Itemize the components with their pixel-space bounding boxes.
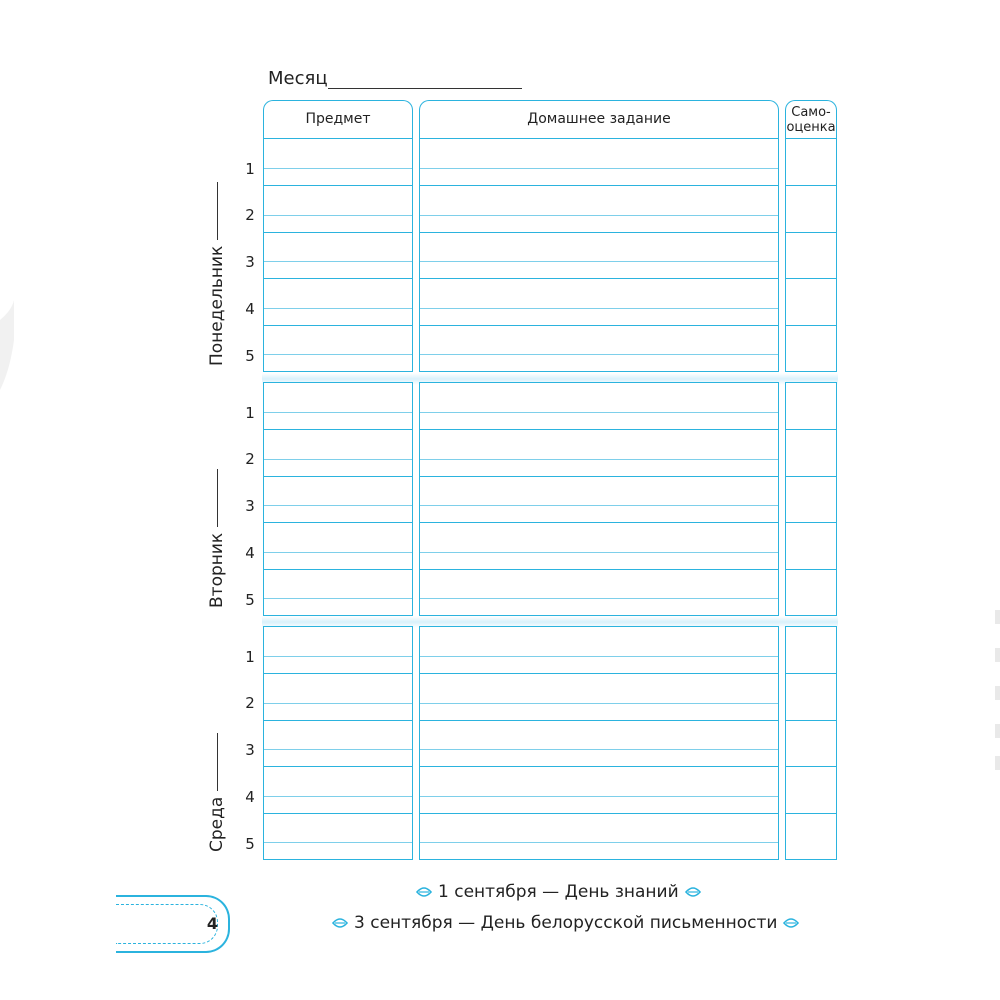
- monday-subject-column[interactable]: [263, 138, 413, 372]
- lesson-number: 3: [245, 497, 255, 515]
- leaf-icon: [783, 917, 799, 929]
- note-text: 3 сентября — День белорусской письменности: [354, 913, 778, 933]
- wednesday-homework-column[interactable]: [419, 626, 779, 860]
- monday-rating-column[interactable]: [785, 138, 837, 372]
- lesson-number: 3: [245, 253, 255, 271]
- note-knowledge-day: [410, 882, 707, 902]
- page-number-tab: [116, 895, 230, 953]
- tuesday-homework-column[interactable]: [419, 382, 779, 616]
- leaf-icon: [332, 917, 348, 929]
- page-edge-marks: [994, 610, 1000, 770]
- month-input-line[interactable]: [328, 88, 522, 89]
- lesson-number: 2: [245, 694, 255, 712]
- day-label-monday: [207, 182, 227, 366]
- column-header-subject: [263, 100, 413, 138]
- leaf-icon: [685, 886, 701, 898]
- lesson-number: 4: [245, 300, 255, 318]
- lesson-number: 1: [245, 648, 255, 666]
- column-header-rating-line2: оценка: [786, 119, 836, 135]
- day-name-tuesday: Вторник: [207, 532, 227, 608]
- tab-stitch-decoration: [116, 904, 218, 944]
- lesson-number: 5: [245, 591, 255, 609]
- lesson-number: 2: [245, 450, 255, 468]
- monday-homework-column[interactable]: [419, 138, 779, 372]
- note-text: 1 сентября — День знаний: [438, 882, 679, 902]
- day-label-tuesday: [207, 469, 227, 608]
- wednesday-subject-column[interactable]: [263, 626, 413, 860]
- column-header-homework-label: Домашнее задание: [527, 111, 671, 127]
- tuesday-rating-column[interactable]: [785, 382, 837, 616]
- wednesday-rating-column[interactable]: [785, 626, 837, 860]
- lesson-number: 1: [245, 160, 255, 178]
- page-number: 4: [206, 914, 218, 933]
- month-label: Месяц: [268, 68, 328, 89]
- tuesday-subject-column[interactable]: [263, 382, 413, 616]
- lesson-number: 4: [245, 788, 255, 806]
- lesson-number: 3: [245, 741, 255, 759]
- day-label-wednesday: [207, 733, 227, 852]
- note-writing-day: [326, 913, 805, 933]
- lesson-number: 5: [245, 835, 255, 853]
- leaf-icon: [416, 886, 432, 898]
- column-header-rating-line1: Само-: [791, 104, 831, 120]
- day-name-wednesday: Среда: [207, 796, 227, 852]
- page-edge-shape: [0, 300, 14, 390]
- day-name-monday: Понедельник: [207, 245, 227, 366]
- lesson-number: 5: [245, 347, 255, 365]
- lesson-number: 1: [245, 404, 255, 422]
- lesson-number: 4: [245, 544, 255, 562]
- column-header-subject-label: Предмет: [305, 111, 371, 127]
- column-header-rating: [785, 100, 837, 138]
- column-header-homework: [419, 100, 779, 138]
- lesson-number: 2: [245, 206, 255, 224]
